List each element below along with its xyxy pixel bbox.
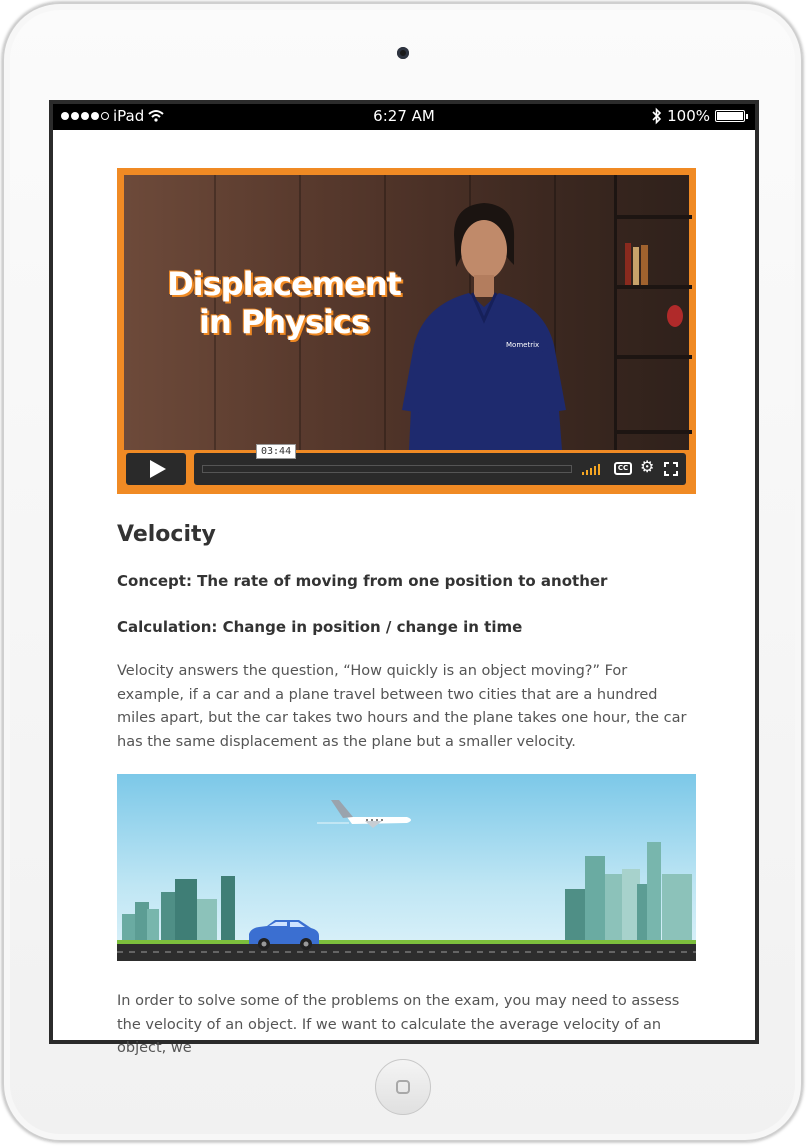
bookshelf bbox=[614, 175, 692, 450]
video-player[interactable] bbox=[117, 168, 696, 494]
left-city bbox=[122, 876, 235, 944]
play-icon bbox=[150, 460, 166, 478]
volume-icon[interactable] bbox=[582, 463, 600, 475]
video-frame[interactable] bbox=[124, 175, 689, 450]
carrier-label: iPad bbox=[113, 107, 145, 125]
gear-icon[interactable]: ⚙ bbox=[640, 459, 655, 476]
concept-text: Concept: The rate of moving from one position to another bbox=[117, 572, 608, 590]
video-title-line2: in Physics bbox=[198, 303, 369, 341]
control-bar bbox=[194, 446, 686, 485]
play-button[interactable] bbox=[126, 453, 186, 485]
video-controls bbox=[124, 446, 689, 487]
section-heading: Velocity bbox=[117, 522, 216, 547]
shirt-logo: Mometrix bbox=[506, 341, 540, 349]
paragraph-2: In order to solve some of the problems on the exam, you may need to assess the velocity of an object. If we want to calculate the average velocity of an object, we bbox=[117, 993, 680, 1056]
screen bbox=[49, 100, 759, 1056]
home-button[interactable] bbox=[375, 1059, 431, 1115]
timestamp-tooltip: 03:44 bbox=[256, 444, 296, 459]
front-camera bbox=[397, 47, 409, 59]
cc-button[interactable]: CC bbox=[614, 462, 632, 475]
battery-icon bbox=[715, 110, 745, 122]
right-city bbox=[565, 842, 692, 944]
car-plane-illustration bbox=[117, 774, 696, 961]
progress-bar[interactable] bbox=[202, 465, 572, 473]
video-title-line1: Displacement bbox=[167, 265, 401, 303]
presenter-image bbox=[394, 195, 574, 450]
fullscreen-icon[interactable] bbox=[664, 462, 678, 476]
clock: 6:27 AM bbox=[373, 107, 435, 125]
plane-image bbox=[317, 800, 411, 828]
paragraph-1: Velocity answers the question, “How quickly is an object moving?” For example, if a car and a plane travel between two cities that are a hundred miles apart, but the car takes two hours and the plane takes one hour, the car has the same displacement as the plane but a smaller velocity. bbox=[117, 663, 687, 750]
status-bar bbox=[53, 104, 755, 130]
home-square-icon bbox=[396, 1080, 410, 1094]
battery-percent: 100% bbox=[667, 107, 710, 125]
calculation-text: Calculation: Change in position / change in time bbox=[117, 618, 523, 636]
video-title bbox=[144, 265, 424, 341]
bluetooth-icon bbox=[652, 108, 662, 124]
status-right bbox=[652, 107, 745, 125]
